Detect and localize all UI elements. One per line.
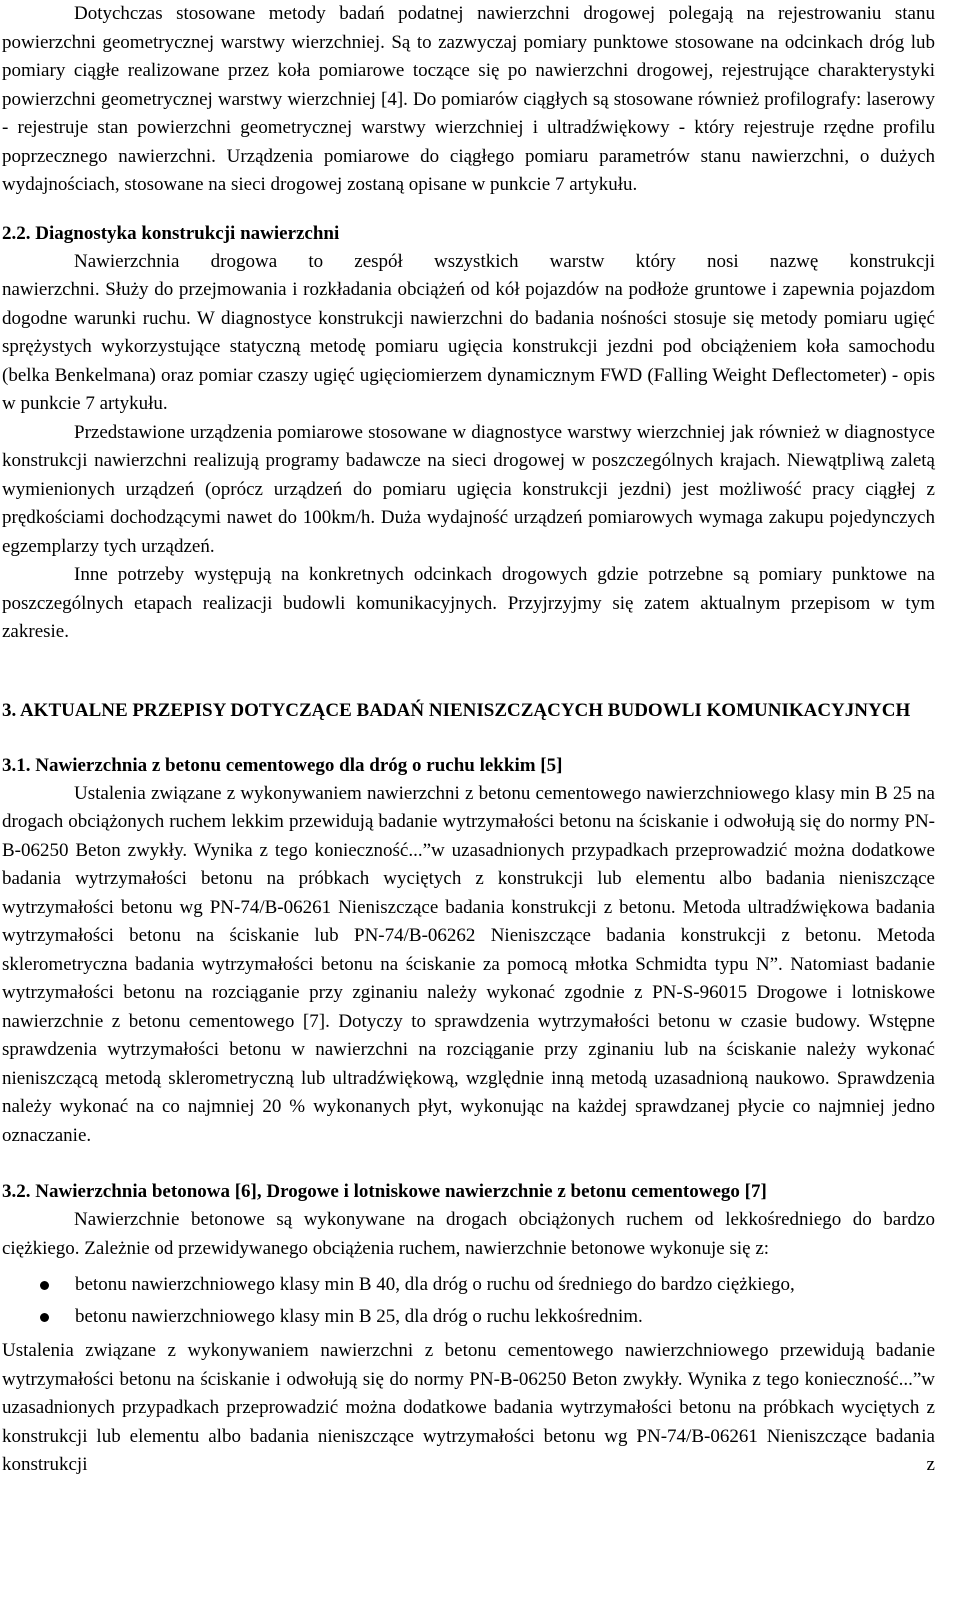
section-2-2-paragraph-2: Przedstawione urządzenia pomiarowe stosowane w diagnostyce warstwy wierzchniej jak również w diagnostyce konstrukcji nawierzchni realizują programy badawcze na sieci drogowej w poszczególnych krajach. Niewątpliwą zaletą wymienionych urządzeń (oprócz urządzeń do pomiaru ugięcia konstrukcji jezdni) jest możliwość pracy ciągłej z prędkościami dochodzącymi nawet do 100km/h. Duża wydajność urządzeń pomiarowych wymaga zakupu pojedynczych egzemplarzy tych urządzeń.	[2, 421, 935, 557]
section-2-2-first-line-wrap	[2, 248, 935, 277]
section-3-2-paragraph: Nawierzchnie betonowe są wykonywane na drogach obciążonych ruchem od lekkośredniego do bardzo ciężkiego. Zależnie od przewidywanego obciążenia ruchem, nawierzchnie betonowe wykonuje się z:	[2, 1209, 935, 1259]
section-2-2-paragraph-1: nawierzchni. Służy do przejmowania i rozkładania obciążeń od kół pojazdów na podłoże gruntowe i zapewnia pojazdom dogodne warunki ruchu. W diagnostyce konstrukcji nawierzchni do badania nośności stosuje się metody pomiaru ugięć sprężystych wykorzystujące statyczną metodę pomiaru ugięcia konstrukcji jezdni pod obciążeniem koła samochodu (belka Benkelmana) oraz pomiar czaszy ugięć ugięciomierzem dynamicznym FWD (Falling Weight Deflectometer) - opis w punkcie 7 artykułu.	[2, 279, 935, 414]
intro-paragraph: Dotychczas stosowane metody badań podatnej nawierzchni drogowej polegają na rejestrowaniu stanu powierzchni geometrycznej warstwy wierzchniej. Są to zazwyczaj pomiary punktowe stosowane na odcinkach dróg lub pomiary ciągłe realizowane przez koła pomiarowe toczące się po nawierzchni drogowej, rejestrujące charakterystyki powierzchni geometrycznej warstwy wierzchniej [4]. Do pomiarów ciągłych są stosowane również profilografy: laserowy - rejestruje stan powierzchni geometrycznej warstwy wierzchniej i ultradźwiękowy - który rejestruje rzędne profilu poprzecznego nawierzchni. Urządzenia pomiarowe do ciągłego pomiaru parametrów stanu nawierzchni, o dużych wydajnościach, stosowane na sieci drogowej zostaną opisane w punkcie 7 artykułu.	[2, 3, 935, 195]
section-2-2-heading: 2.2. Diagnostyka konstrukcji nawierzchni	[2, 222, 340, 244]
list-item-text: betonu nawierzchniowego klasy min B 25, dla dróg o ruchu lekkośrednim.	[75, 1306, 643, 1327]
list-item-text: betonu nawierzchniowego klasy min B 40, dla dróg o ruchu od średniego do bardzo ciężkiego,	[75, 1274, 795, 1295]
section-3-2-closing-paragraph: Ustalenia związane z wykonywaniem nawierzchni z betonu cementowego nawierzchniowego przewidują badanie wytrzymałości betonu na ściskanie i odwołują się do normy PN-B-06250 Beton zwykły. Wynika z tego konieczność...”w uzasadnionych przypadkach przeprowadzić można dodatkowe badania wytrzymałości betonu na próbkach wyciętych z konstrukcji lub elementu albo badania nieniszczące wytrzymałości betonu wg PN-74/B-06261 Nieniszczące badania konstrukcji z	[2, 1340, 935, 1475]
bullet-dot-icon	[40, 1281, 49, 1290]
section-3-heading: 3. AKTUALNE PRZEPISY DOTYCZĄCE BADAŃ NIENISZCZĄCYCH BUDOWLI KOMUNIKACYJNYCH	[2, 699, 911, 721]
bullet-dot-icon	[40, 1313, 49, 1322]
list-item	[2, 1301, 935, 1333]
list-item	[2, 1269, 935, 1301]
section-3-1-heading: 3.1. Nawierzchnia z betonu cementowego dla dróg o ruchu lekkim [5]	[2, 754, 563, 776]
section-3-2-bullet-list	[2, 1269, 935, 1333]
section-2-2-first-line: Nawierzchnia drogowa to zespół wszystkich warstw który nosi nazwę konstrukcji	[74, 250, 935, 272]
section-3-1-paragraph: Ustalenia związane z wykonywaniem nawierzchni z betonu cementowego nawierzchniowego klasy min B 25 na drogach obciążonych ruchem lekkim przewidują badanie wytrzymałości betonu na ściskanie i odwołują się do normy PN-B-06250 Beton zwykły. Wynika z tego konieczność...”w uzasadnionych przypadkach przeprowadzić można dodatkowe badania wytrzymałości betonu na próbkach wyciętych z konstrukcji lub elementu albo badania nieniszczące wytrzymałości betonu wg PN-74/B-06261 Nieniszczące badania konstrukcji z betonu. Metoda ultradźwiękowa badania wytrzymałości betonu na ściskanie lub PN-74/B-06262 Nieniszczące badania konstrukcji z betonu. Metoda sklerometryczna badania wytrzymałości betonu na ściskanie za pomocą młotka Schmidta typu N”. Natomiast badanie wytrzymałości betonu na rozciąganie przy zginaniu należy wykonać zgodnie z PN-S-96015 Drogowe i lotniskowe nawierzchnie z betonu cementowego [7]. Dotyczy to sprawdzenia wytrzymałości betonu w czasie budowy. Wstępne sprawdzenia wytrzymałości betonu w nawierzchni na rozciąganie przy zginaniu lub na ściskanie należy wykonać nieniszczącą metodą sklerometryczną lub ultradźwiękową, względnie inną metodą uzasadnioną naukowo. Sprawdzenia należy wykonać na co najmniej 20 % wykonanych płyt, wykonując na każdej sprawdzanej płycie co najmniej jedno oznaczanie.	[2, 782, 935, 1146]
section-2-2-paragraph-3: Inne potrzeby występują na konkretnych odcinkach drogowych gdzie potrzebne są pomiary punktowe na poszczególnych etapach realizacji budowli komunikacyjnych. Przyjrzyjmy się zatem aktualnym przepisom w tym zakresie.	[2, 564, 935, 642]
section-3-2-heading: 3.2. Nawierzchnia betonowa [6], Drogowe i lotniskowe nawierzchnie z betonu cementowego [7]	[2, 1181, 767, 1202]
